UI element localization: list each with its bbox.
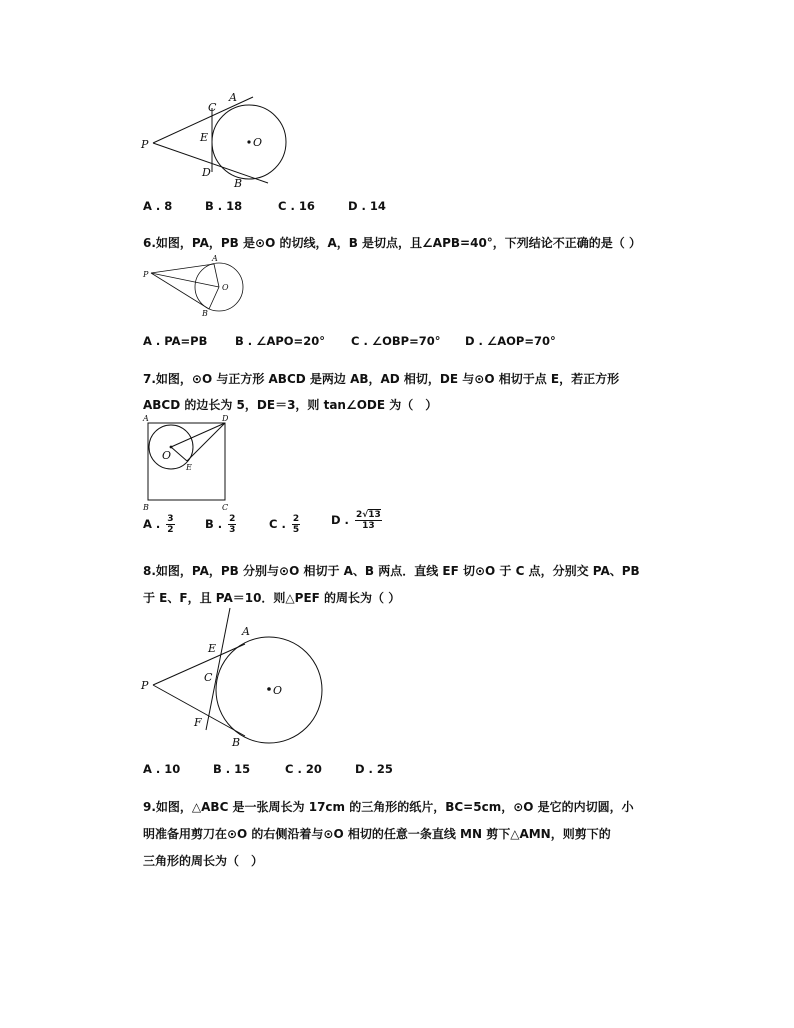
q5-label-o: O xyxy=(253,136,263,149)
q7-option-c[interactable] xyxy=(269,514,300,535)
q5-option-c[interactable]: C . 16 xyxy=(278,199,315,213)
q6-option-b[interactable]: B . ∠APO=20° xyxy=(235,334,325,348)
q8-tangent-pa xyxy=(153,644,245,685)
q5-geometry xyxy=(153,97,286,183)
q7-option-a-denominator: 2 xyxy=(167,525,174,535)
q7-option-a-fraction xyxy=(166,514,174,535)
q5-center-dot xyxy=(247,140,250,143)
q7-label-b: B xyxy=(143,503,149,512)
q8-label-f: F xyxy=(194,716,202,729)
q6-label-o: O xyxy=(222,283,229,292)
q7-label-d: D xyxy=(222,414,229,423)
q8-question-line-2: 于 E、F，且 PA＝10．则△PEF 的周长为（ ） xyxy=(143,591,401,605)
q8-label-a: A xyxy=(242,625,250,638)
q7-option-b-denominator: 3 xyxy=(229,525,236,535)
q6-line-bo xyxy=(209,287,219,309)
q8-tangent-ef xyxy=(206,608,230,730)
q8-option-a[interactable]: A . 10 xyxy=(143,762,181,776)
q6-line-pb xyxy=(151,273,209,309)
q7-option-c-numerator: 2 xyxy=(292,514,300,524)
q9-question-line-3: 三角形的周长为（ ） xyxy=(143,854,264,868)
q7-label-a: A xyxy=(143,414,149,423)
q7-question-line-2: ABCD 的边长为 5，DE＝3，则 tan∠ODE 为（ ） xyxy=(143,398,438,412)
q7-option-c-fraction xyxy=(292,514,300,535)
q5-label-c: C xyxy=(208,101,217,114)
q5-option-a[interactable]: A . 8 xyxy=(143,199,173,213)
q6-line-pa xyxy=(151,264,214,273)
q7-option-b-fraction xyxy=(228,514,236,535)
q7-option-d[interactable] xyxy=(331,510,382,531)
q8-option-d[interactable]: D . 25 xyxy=(355,762,393,776)
q6-label-b: B xyxy=(202,309,208,318)
q9-question-line-1: 9.如图，△ABC 是一张周长为 17cm 的三角形的纸片，BC=5cm，⊙O 是它的内切圆，小 xyxy=(143,800,634,814)
q8-label-o: O xyxy=(273,684,283,697)
q8-label-p: P xyxy=(141,679,149,692)
q7-option-b-prefix: B . xyxy=(205,517,223,531)
q8-center-dot xyxy=(267,687,271,691)
q5-label-a: A xyxy=(229,91,237,104)
q7-option-a-prefix: A . xyxy=(143,517,161,531)
q8-label-b: B xyxy=(232,736,241,749)
q6-label-p: P xyxy=(143,270,149,279)
q5-label-p: P xyxy=(141,138,149,151)
q7-option-b-numerator: 2 xyxy=(229,514,236,524)
q6-line-po xyxy=(151,273,219,287)
q8-geometry xyxy=(153,608,322,743)
q7-option-d-prefix: D . xyxy=(331,513,349,527)
q8-label-c: C xyxy=(204,671,213,684)
q6-geometry xyxy=(151,263,243,311)
q6-option-a[interactable]: A . PA=PB xyxy=(143,334,208,348)
q7-option-c-denominator: 5 xyxy=(292,525,300,535)
q7-label-c: C xyxy=(222,503,229,512)
q7-label-o: O xyxy=(162,449,172,462)
q8-label-e: E xyxy=(208,642,217,655)
q5-option-b[interactable]: B . 18 xyxy=(205,199,243,213)
q8-option-c[interactable]: C . 20 xyxy=(285,762,322,776)
q5-option-d[interactable]: D . 14 xyxy=(348,199,386,213)
q7-option-c-prefix: C . xyxy=(269,517,286,531)
q7-line-oe xyxy=(171,447,187,461)
q7-option-d-numerator xyxy=(355,510,382,521)
q7-center-dot xyxy=(170,446,173,449)
q7-option-a[interactable] xyxy=(143,514,175,535)
q7-label-e: E xyxy=(186,463,192,472)
q8-question-line-1: 8.如图，PA，PB 分别与⊙O 相切于 A、B 两点．直线 EF 切⊙O 于 C 点，分别交 PA、PB xyxy=(143,564,640,578)
q6-question-text: 6.如图，PA，PB 是⊙O 的切线，A，B 是切点，且∠APB=40°，下列结论不正确的是（ ） xyxy=(143,236,641,250)
q6-option-d[interactable]: D . ∠AOP=70° xyxy=(465,334,556,348)
q7-option-b[interactable] xyxy=(205,514,236,535)
q6-option-c[interactable]: C . ∠OBP=70° xyxy=(351,334,441,348)
q5-label-e: E xyxy=(200,131,209,144)
q5-label-d: D xyxy=(202,166,211,179)
q8-option-b[interactable]: B . 15 xyxy=(213,762,251,776)
q9-question-line-2: 明准备用剪刀在⊙O 的右侧沿着与⊙O 相切的任意一条直线 MN 剪下△AMN，则剪下的 xyxy=(143,827,611,841)
q7-option-a-numerator: 3 xyxy=(167,514,174,524)
q6-line-ao xyxy=(214,264,219,287)
q7-question-line-1: 7.如图，⊙O 与正方形 ABCD 是两边 AB，AD 相切，DE 与⊙O 相切于点 E，若正方形 xyxy=(143,372,620,386)
q7-option-d-radicand: 13 xyxy=(368,510,381,520)
q5-label-b: B xyxy=(234,177,243,190)
q6-label-a: A xyxy=(212,254,218,263)
q7-geometry xyxy=(148,423,225,500)
q7-option-d-denominator: 13 xyxy=(362,521,375,531)
q7-option-d-fraction xyxy=(355,510,382,531)
sqrt-icon: √ xyxy=(362,510,369,520)
q7-option-d-coefficient: 2 xyxy=(355,510,363,520)
